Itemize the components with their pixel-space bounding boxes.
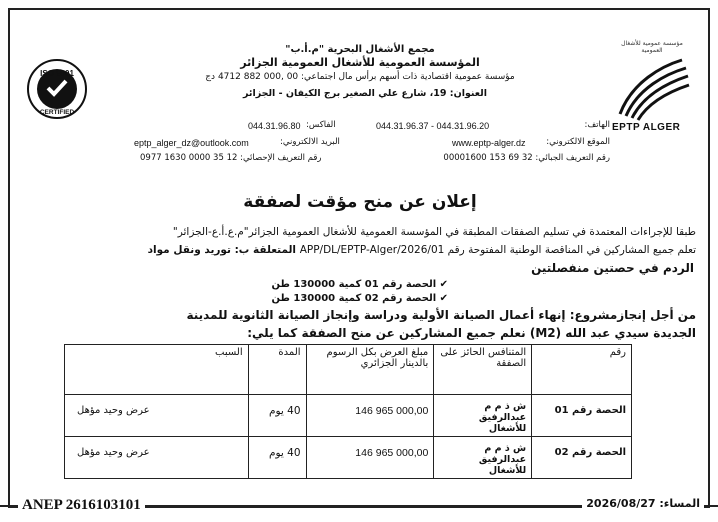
phone-numbers: 044.31.96.37 - 044.31.96.20 — [376, 121, 490, 131]
phone-label: الهاتف: — [584, 120, 610, 130]
lot-2-line: ✔ الحصة رقم 02 كمية 130000 طن — [271, 293, 448, 304]
company-name: المؤسسة العمومية للأشغال العمومية الجزائر — [240, 56, 480, 69]
cell-bidder: ش ذ م م عبدالرفيق للأشغال — [434, 395, 532, 437]
eptp-alger-logo — [612, 52, 690, 122]
tender-reference: تعلم جميع المشاركين في المناقصة الوطنية المفتوحة رقم 01/APP/DL/EPTP-Alger/2026 — [299, 244, 696, 256]
cell-bidder: ش ذ م م عبدالرفيق للأشغال — [434, 437, 532, 479]
anep-reference: ANEP 2616103101 — [18, 497, 145, 514]
header-duration: المدة — [248, 345, 306, 395]
cell-lot: الحصة رقم 01 — [532, 395, 632, 437]
iso-9001-certified-logo — [26, 58, 88, 120]
notice-paragraph-3: الردم في حصتين منفصلتين — [531, 261, 694, 275]
cell-duration: 40 يوم — [248, 437, 306, 479]
cell-amount: 146 965 000,00 — [306, 395, 434, 437]
cell-lot: الحصة رقم 02 — [532, 437, 632, 479]
eptp-tagline: مؤسسة عمومية للأشغال العمومية — [621, 40, 683, 54]
fax-number: 044.31.96.80 — [248, 121, 301, 131]
eptp-logo-text: EPTP ALGER — [612, 122, 681, 133]
header-reason: السبب — [65, 345, 249, 395]
check-icon: ✔ — [436, 293, 448, 304]
table-header-row — [65, 345, 632, 395]
cell-duration: 40 يوم — [248, 395, 306, 437]
header-bidder: المتنافس الحائز على الصفقة — [434, 345, 532, 395]
tender-subject: المتعلقة ب: توريد ونقل مواد — [147, 244, 300, 256]
website-link[interactable]: www.eptp-alger.dz — [452, 138, 526, 148]
newspaper-date: المساء: 2026/08/27 — [582, 497, 704, 510]
fiscal-id: رقم التعريف الجبائي: 32 69 153 00001600 — [443, 153, 610, 163]
iso-text: ISO 9001 — [40, 69, 74, 78]
notice-title: إعلان عن منح مؤقت لصفقة — [243, 192, 477, 212]
check-icon: ✔ — [436, 279, 448, 290]
header-amount: مبلغ العرض بكل الرسوم بالدينار الجزائري — [306, 345, 434, 395]
email-label: البريد الالكتروني: — [280, 137, 340, 147]
cell-reason: عرض وحيد مؤهل — [65, 395, 249, 437]
cell-reason: عرض وحيد مؤهل — [65, 437, 249, 479]
table-row — [65, 437, 632, 479]
email-link[interactable]: eptp_alger_dz@outlook.com — [134, 138, 249, 148]
lot-1-line: ✔ الحصة رقم 01 كمية 130000 طن — [271, 279, 448, 290]
award-table — [64, 344, 632, 479]
table-row — [65, 395, 632, 437]
notice-paragraph-4: من أجل إنجازمشروع: إنهاء أعمال الصيانة الأولية ودراسة وإنجاز الصيانة الثانوية للمدينة — [186, 308, 696, 322]
statistical-id: رقم التعريف الإحصائي: 12 35 0000 1630 0977 — [140, 153, 322, 163]
iso-cert-text: CERTIFIED — [39, 109, 75, 116]
notice-paragraph-1: طبقا للإجراءات المعتمدة في تسليم الصفقات المطبقة في المؤسسة العمومية للأشغال العمومية الجزائر"م.ع.أ.ع-الجزائر" — [172, 226, 696, 238]
cell-amount: 146 965 000,00 — [306, 437, 434, 479]
notice-paragraph-5: الجديدة سيدي عبد الله (M2) نعلم جميع المشاركين عن منح الصفقة كما يلي: — [247, 326, 696, 340]
header-lot: رقم — [532, 345, 632, 395]
group-name: مجمع الأشغال البحرية "م.أ.ب" — [285, 44, 435, 55]
fax-label: الفاكس: — [306, 120, 336, 130]
legal-form: مؤسسة عمومية اقتصادية ذات أسهم برأس مال اجتماعي: 00 ,000 882 4712 دج — [205, 72, 515, 82]
website-label: الموقع الالكتروني: — [546, 137, 610, 147]
company-address: العنوان: 19، شارع علي الصغير برج الكيفان - الجزائر — [243, 88, 487, 99]
notice-paragraph-2 — [148, 244, 696, 256]
